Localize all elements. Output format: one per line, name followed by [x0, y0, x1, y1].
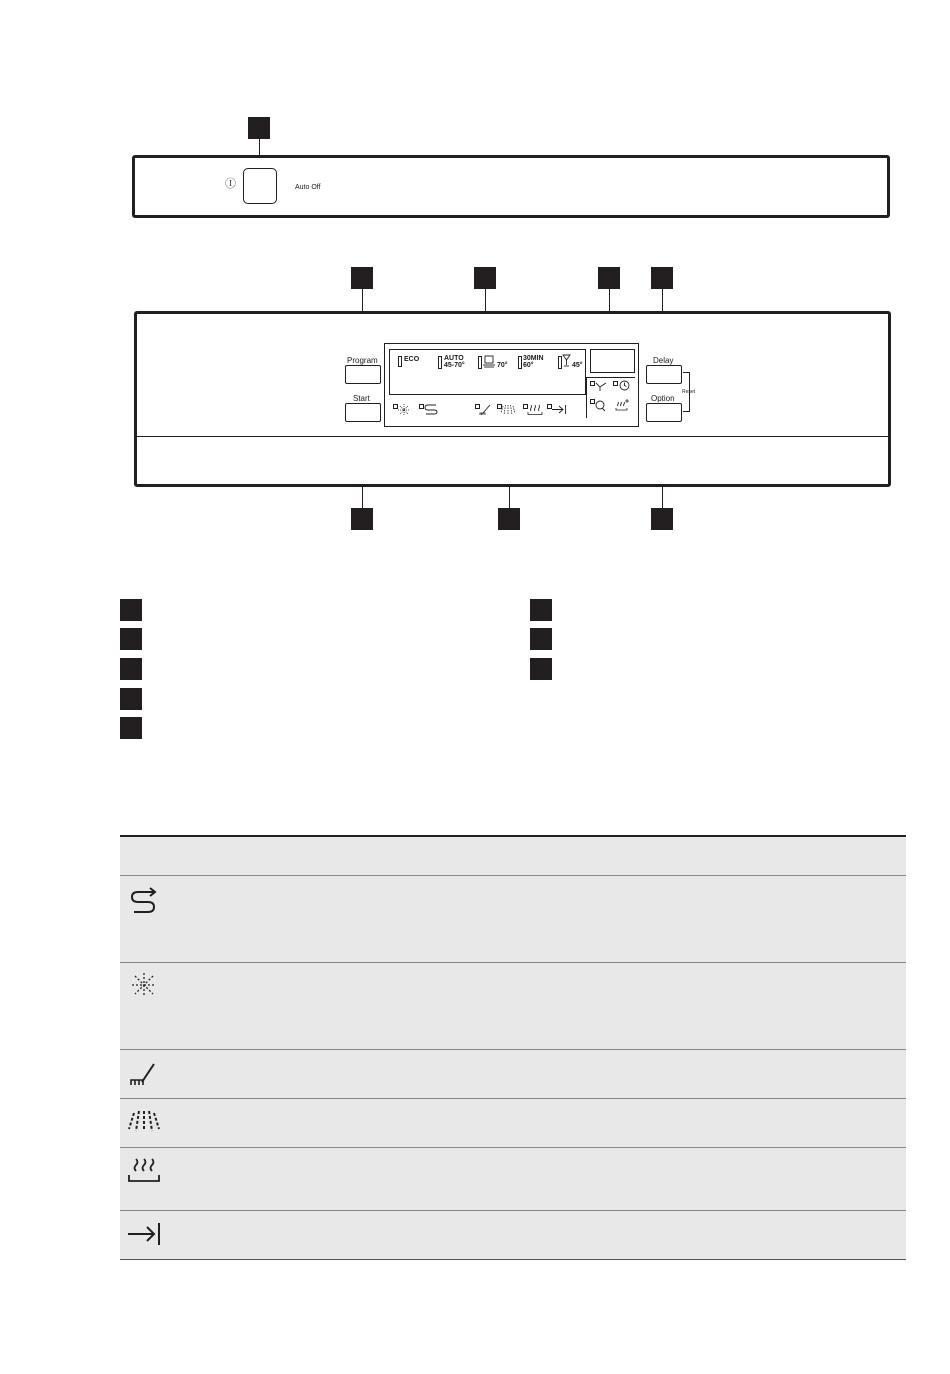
delay-led: [613, 381, 618, 386]
top-control-panel: [132, 155, 890, 218]
program-eco-label: ECO: [404, 356, 420, 363]
callout-marker-top: [248, 117, 270, 139]
table-row: [120, 962, 906, 1049]
callout-marker-indicators: [474, 267, 496, 289]
table-row: [120, 1049, 906, 1098]
power-button[interactable]: [243, 168, 277, 204]
legend-marker-2: [120, 628, 142, 650]
option-label: Option: [651, 394, 675, 403]
legend-marker-3: [120, 658, 142, 680]
table-row: [120, 1098, 906, 1147]
auto-off-label: Auto Off: [295, 184, 321, 191]
legend-marker-8: [530, 658, 552, 680]
legend-marker-4: [120, 688, 142, 710]
indicator-table: [120, 835, 906, 1260]
brush-wash-icon: [126, 1058, 162, 1090]
timesaver-icon: [595, 400, 607, 412]
program-30min-temp: 60°: [523, 362, 534, 369]
option-button[interactable]: [646, 403, 682, 422]
program-led-eco: [398, 356, 402, 367]
table-row: [120, 875, 906, 962]
sparkle-icon: [398, 404, 410, 416]
reset-label: Reset: [682, 389, 696, 395]
drying-heat-icon: [126, 1156, 162, 1188]
end-arrow-icon: [126, 1219, 162, 1251]
legend-marker-1: [120, 599, 142, 621]
program-led-30min: [518, 356, 522, 369]
callout-marker-start: [351, 508, 373, 530]
legend-marker-5: [120, 717, 142, 739]
table-row: [120, 1147, 906, 1210]
callout-marker-delay: [651, 267, 673, 289]
soak-sparkle-icon: [126, 971, 162, 1003]
arrow-end-icon: [551, 404, 567, 415]
loop-icon: [424, 403, 438, 416]
program-led-auto: [438, 356, 442, 369]
phase-indicator-row: [389, 400, 589, 420]
extra-dry-icon: [615, 398, 631, 412]
display-window: [384, 343, 639, 427]
table-header: [120, 835, 906, 875]
time-display: [590, 349, 635, 373]
legend-marker-6: [530, 599, 552, 621]
clock-icon: [619, 380, 630, 391]
program-auto-label: AUTO: [444, 355, 464, 362]
power-symbol: Ⓘ: [225, 178, 236, 190]
program-button[interactable]: [345, 365, 381, 384]
program-led-intensive: [478, 356, 482, 369]
callout-marker-program: [351, 267, 373, 289]
pot-icon: [483, 354, 495, 368]
prewash-loop-icon: [126, 884, 162, 916]
program-intensive-temp: 70°: [497, 362, 508, 369]
program-auto-temp: 45-70°: [444, 362, 465, 369]
table-row: [120, 1210, 906, 1260]
glass-icon: [562, 354, 571, 367]
spray-icon: [501, 404, 515, 416]
heat-icon: [527, 403, 543, 416]
callout-marker-option: [651, 508, 673, 530]
program-indicator-row: [389, 349, 586, 395]
delay-button[interactable]: [646, 365, 682, 384]
option-icons-block: [586, 377, 635, 418]
callout-marker-display: [598, 267, 620, 289]
callout-marker-phase-indicators: [498, 508, 520, 530]
delay-label: Delay: [653, 356, 674, 365]
panel-divider: [137, 436, 888, 437]
legend-marker-7: [530, 628, 552, 650]
start-label: Start: [353, 394, 370, 403]
program-glass-temp: 45°: [572, 362, 583, 369]
spray-rinse-icon: [126, 1107, 162, 1139]
main-control-panel: [134, 311, 891, 487]
program-30min-label: 30MIN: [523, 355, 544, 362]
rinse-aid-icon: [595, 381, 607, 392]
program-label: Program: [347, 356, 378, 365]
brush-icon: [479, 404, 491, 416]
start-button[interactable]: [345, 403, 381, 422]
